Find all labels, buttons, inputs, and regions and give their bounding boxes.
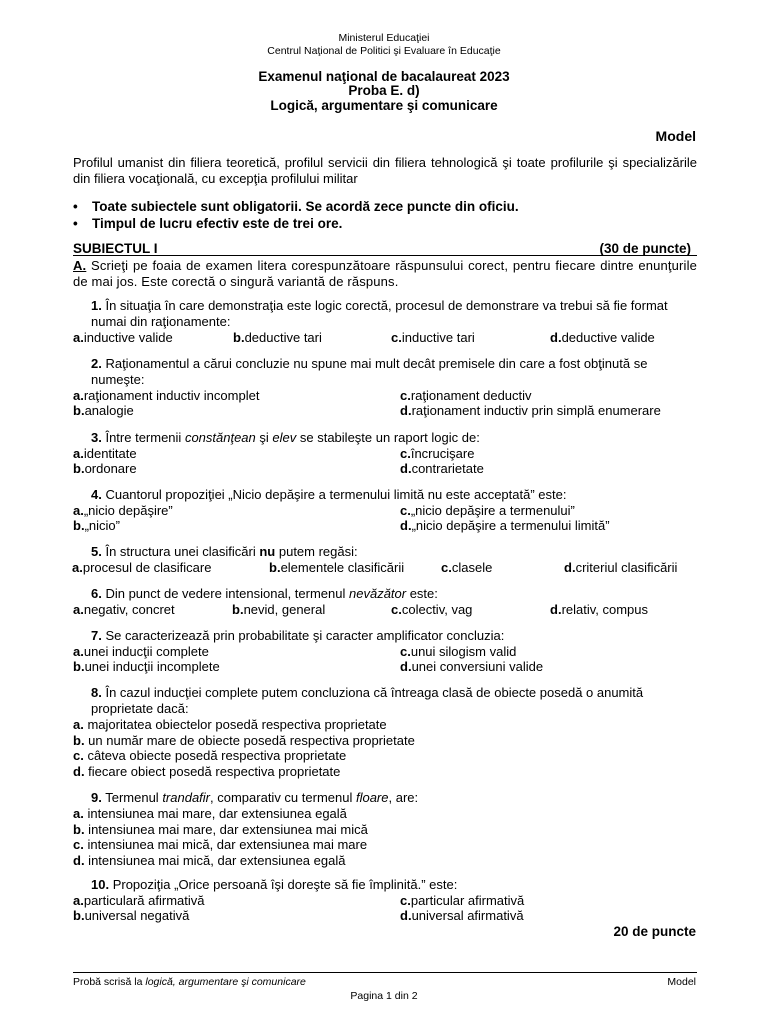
- option-label: b.: [73, 659, 85, 674]
- options-row: [73, 602, 697, 618]
- option-text: relativ, compus: [561, 602, 649, 617]
- option-label: a.: [73, 602, 84, 617]
- option-line: [73, 717, 697, 733]
- question-stem: putem regăsi:: [275, 544, 358, 559]
- option-text: particulară afirmativă: [83, 893, 205, 908]
- option-label: d.: [400, 659, 412, 674]
- option-text: colectiv, vag: [401, 602, 473, 617]
- option-text: criteriul clasificării: [575, 560, 678, 575]
- option-text: elementele clasificării: [280, 560, 405, 575]
- footer-right: Model: [667, 976, 696, 988]
- option-label: b.: [73, 821, 85, 837]
- options-row: [73, 503, 697, 518]
- option-label: b.: [73, 403, 85, 418]
- option-text: „nicio”: [84, 518, 120, 533]
- option-text: raţionament deductiv: [410, 388, 532, 403]
- question-number: 4.: [91, 487, 102, 502]
- instructions-list: [73, 198, 693, 232]
- option-label: a.: [73, 446, 84, 461]
- page-number: Pagina 1 din 2: [350, 990, 418, 1002]
- option-label: c.: [400, 893, 411, 908]
- section-a-text: Scrieţi pe foaia de examen litera corespunzătoare răspunsului corect, pentru fiecare dintre enunţurile de mai jos. Este corectă o singură variantă de răspuns.: [73, 258, 697, 289]
- option-label: c.: [73, 748, 84, 763]
- exam-subject: Logică, argumentare şi comunicare: [270, 98, 498, 113]
- option-text: „nicio depăşire a termenului”: [410, 503, 575, 518]
- term-italic: elev: [272, 430, 297, 445]
- option-text: clasele: [451, 560, 493, 575]
- ministry-name: Ministerul Educaţiei: [338, 32, 430, 44]
- option-text: câteva obiecte posedă respectiva proprietate: [83, 748, 347, 763]
- question-5: [73, 544, 697, 576]
- option-label: b.: [73, 461, 85, 476]
- option-label: c.: [400, 388, 411, 403]
- option-label: b.: [233, 330, 245, 345]
- option-line: [73, 806, 697, 822]
- question-stem: Cuantorul propoziţiei „Nicio depăşire a termenului limită nu este acceptată” este:: [101, 487, 567, 502]
- option-text: nevid, general: [243, 602, 326, 617]
- question-stem: În structura unei clasificări: [101, 544, 260, 559]
- question-number: 9.: [91, 790, 102, 805]
- options-row: [73, 330, 697, 346]
- option-text: contrarietate: [411, 461, 484, 476]
- option-label: b.: [269, 560, 281, 575]
- option-text: încrucişare: [410, 446, 475, 461]
- options-row: [73, 388, 697, 403]
- question-number: 1.: [91, 298, 102, 313]
- option-text: identitate: [83, 446, 137, 461]
- term-italic: constănţean: [184, 430, 256, 445]
- question-10: [73, 877, 697, 923]
- option-text: procesul de clasificare: [82, 560, 212, 575]
- option-text: fiecare obiect posedă respectiva proprietate: [84, 763, 341, 779]
- center-name: Centrul Naţional de Politici şi Evaluare în Educaţie: [267, 45, 501, 57]
- option-label: b.: [73, 908, 85, 923]
- option-label: c.: [73, 837, 84, 852]
- section-a-instructions: [73, 258, 697, 290]
- option-label: a.: [72, 560, 83, 575]
- question-stem: este:: [406, 586, 438, 601]
- question-1: [73, 298, 697, 346]
- option-label: a.: [73, 503, 84, 518]
- option-label: c.: [391, 330, 402, 345]
- options-row: [73, 446, 697, 461]
- question-stem: Se caracterizează prin probabilitate şi caracter amplificator concluzia:: [101, 628, 505, 643]
- question-6: [73, 586, 697, 618]
- option-line: [73, 733, 697, 749]
- instruction-item: • Toate subiectele sunt obligatorii. Se acordă zece puncte din oficiu.: [73, 198, 693, 215]
- question-9: [73, 790, 697, 868]
- option-label: b.: [232, 602, 244, 617]
- options-row: [73, 908, 697, 923]
- options-row: [73, 659, 697, 674]
- options-row: [73, 403, 697, 418]
- footer-left-subject: logică, argumentare şi comunicare: [145, 976, 306, 988]
- option-label: d.: [400, 908, 412, 923]
- question-3: [73, 430, 697, 476]
- option-label: d.: [400, 403, 412, 418]
- option-label: b.: [73, 732, 85, 748]
- option-text: particular afirmativă: [410, 893, 525, 908]
- option-label: d.: [73, 852, 85, 868]
- options-row: [73, 461, 697, 476]
- option-label: a.: [73, 644, 84, 659]
- question-stem: Între termenii: [101, 430, 185, 445]
- section-total-points: 20 de puncte: [613, 924, 696, 939]
- option-text: un număr mare de obiecte posedă respectiva proprietate: [84, 732, 415, 748]
- option-text: unei inducţii incomplete: [84, 659, 220, 674]
- option-text: universal negativă: [84, 908, 190, 923]
- option-text: intensiunea mai mică, dar extensiunea mai mare: [83, 837, 368, 852]
- option-line: [73, 853, 697, 869]
- instruction-item: • Timpul de lucru efectiv este de trei ore.: [73, 215, 693, 232]
- question-number: 5.: [91, 544, 102, 559]
- question-number: 7.: [91, 628, 102, 643]
- question-stem: se stabileşte un raport logic de:: [296, 430, 480, 445]
- options-row: [73, 560, 697, 576]
- option-line: [73, 748, 697, 764]
- question-number: 2.: [91, 356, 102, 371]
- question-stem: şi: [255, 430, 273, 445]
- option-label: c.: [400, 446, 411, 461]
- footer-left-text: Probă scrisă la: [73, 976, 146, 988]
- intro-paragraph: Profilul umanist din filiera teoretică, profilul servicii din filiera tehnologică şi toate profilurile şi specializările din filiera vocaţională, cu excepţia profilului militar: [73, 155, 697, 186]
- option-text: „nicio depăşire”: [83, 503, 173, 518]
- term-italic: trandafir: [162, 790, 211, 805]
- option-label: a.: [73, 717, 84, 732]
- option-label: a.: [73, 893, 84, 908]
- option-label: b.: [73, 518, 85, 533]
- option-label: a.: [73, 330, 84, 345]
- question-number: 3.: [91, 430, 102, 445]
- question-8: [73, 685, 697, 779]
- question-number: 10.: [91, 877, 110, 892]
- option-label: c.: [400, 644, 411, 659]
- question-stem: Termenul: [101, 790, 163, 805]
- footer-left: [73, 975, 306, 990]
- option-text: analogie: [84, 403, 134, 418]
- subject-title: SUBIECTUL I: [73, 241, 158, 256]
- option-label: c.: [400, 503, 411, 518]
- exam-proba: Proba E. d): [348, 83, 420, 98]
- term-italic: nevăzător: [349, 586, 407, 601]
- options-row: [73, 644, 697, 659]
- option-label: d.: [550, 602, 562, 617]
- option-text: deductive valide: [561, 330, 655, 345]
- option-text: raţionament inductiv prin simplă enumerare: [411, 403, 661, 418]
- option-text: „nicio depăşire a termenului limită”: [411, 518, 610, 533]
- option-text: universal afirmativă: [411, 908, 524, 923]
- option-label: c.: [391, 602, 402, 617]
- option-text: intensiunea mai mare, dar extensiunea egală: [83, 806, 347, 821]
- option-label: c.: [441, 560, 452, 575]
- footer-rule: [73, 972, 697, 973]
- subject-heading: [73, 241, 697, 256]
- question-stem: Din punct de vedere intensional, termenul: [101, 586, 349, 601]
- option-line: [73, 764, 697, 780]
- question-stem: Propoziţia „Orice persoană îşi doreşte să fie împlinită.” este:: [109, 877, 458, 892]
- option-label: d.: [400, 518, 412, 533]
- question-stem: În situaţia în care demonstraţia este logic corectă, procesul de demonstrare va trebui să fie format numai din raţionamente:: [91, 298, 668, 329]
- option-text: intensiunea mai mare, dar extensiunea mai mică: [84, 821, 368, 837]
- option-label: d.: [550, 330, 562, 345]
- subject-points: (30 de puncte): [599, 241, 691, 256]
- option-label: a.: [73, 806, 84, 821]
- term-italic: floare: [355, 790, 389, 805]
- option-label: d.: [73, 763, 85, 779]
- option-text: majoritatea obiectelor posedă respectiva proprietate: [83, 717, 387, 732]
- options-row: [73, 518, 697, 533]
- option-line: [73, 837, 697, 853]
- option-label: a.: [73, 388, 84, 403]
- option-text: unei conversiuni valide: [411, 659, 544, 674]
- question-4: [73, 487, 697, 533]
- question-2: [73, 356, 697, 418]
- question-stem: Raţionamentul a cărui concluzie nu spune mai mult decât premisele din care a fost obţinută se numeşte:: [91, 356, 648, 387]
- option-text: negativ, concret: [83, 602, 175, 617]
- option-text: inductive tari: [401, 330, 475, 345]
- option-text: deductive tari: [244, 330, 322, 345]
- question-stem: , are:: [388, 790, 419, 805]
- model-label: Model: [655, 128, 696, 144]
- option-text: inductive valide: [83, 330, 173, 345]
- option-label: d.: [400, 461, 412, 476]
- option-text: raţionament inductiv incomplet: [83, 388, 260, 403]
- option-label: d.: [564, 560, 576, 575]
- question-number: 8.: [91, 685, 102, 700]
- term-bold: nu: [259, 544, 276, 559]
- question-number: 6.: [91, 586, 102, 601]
- option-text: unui silogism valid: [410, 644, 517, 659]
- option-line: [73, 822, 697, 838]
- question-stem: În cazul inducţiei complete putem concluziona că întreaga clasă de obiecte posedă o anumită proprietate dacă:: [91, 685, 644, 716]
- option-text: ordonare: [84, 461, 137, 476]
- option-text: unei inducţii complete: [83, 644, 209, 659]
- options-row: [73, 893, 697, 908]
- question-7: [73, 628, 697, 674]
- question-stem: , comparativ cu termenul: [210, 790, 356, 805]
- exam-title: Examenul naţional de bacalaureat 2023: [258, 69, 510, 84]
- option-text: intensiunea mai mică, dar extensiunea egală: [84, 852, 346, 868]
- section-a-letter: A.: [73, 258, 87, 273]
